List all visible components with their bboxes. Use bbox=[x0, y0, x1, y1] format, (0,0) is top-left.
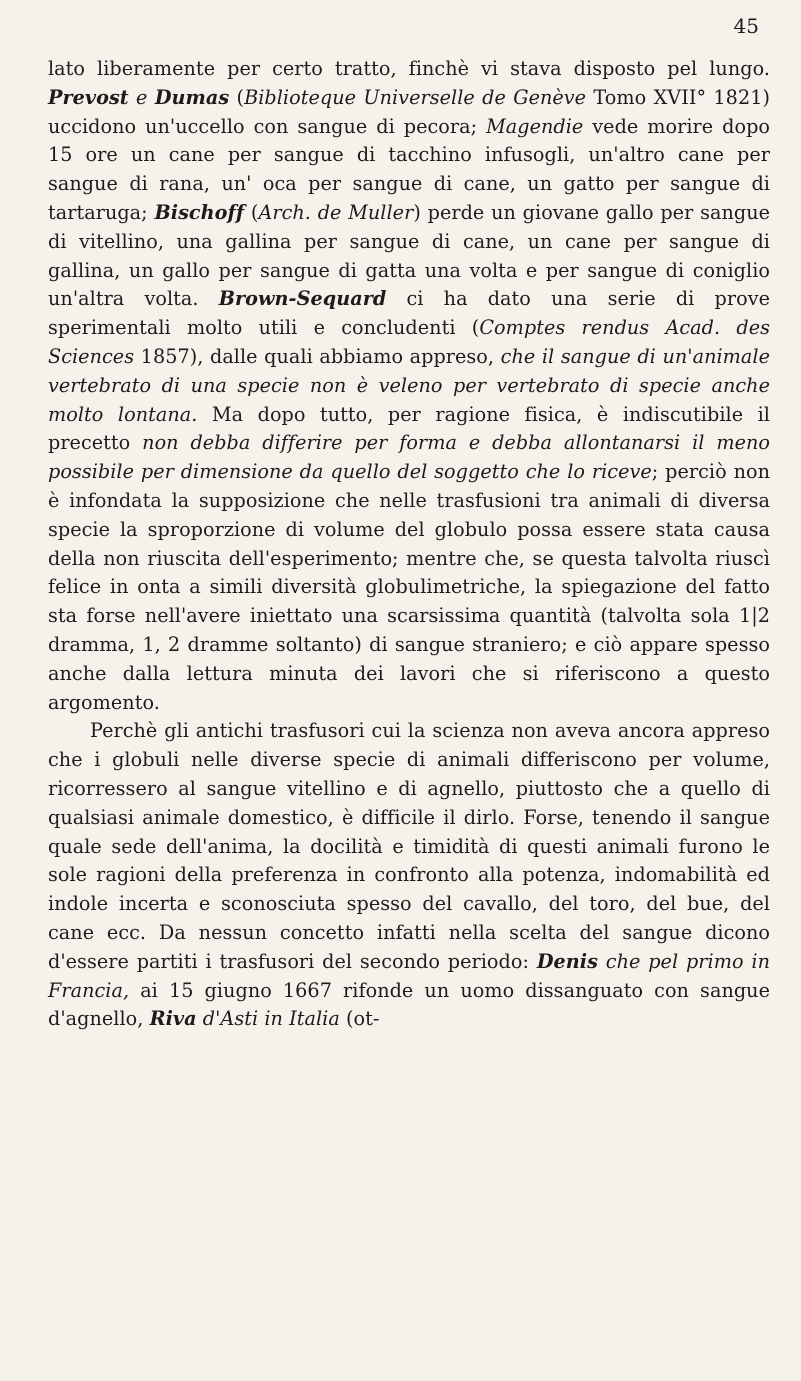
author-name: Brown-Sequard bbox=[218, 287, 387, 311]
text-run: Tomo XVII° 1821) uccidono un'uccello con sangue di pecora; bbox=[48, 85, 770, 138]
page-number: 45 bbox=[733, 14, 759, 38]
text-run: lato liberamente per certo tratto, finchè vi stava disposto pel lungo. bbox=[48, 57, 770, 80]
author-name: Prevost bbox=[48, 85, 129, 109]
text-run: ) perde un giovane gallo per sangue di vitellino, una gallina per sangue di cane, un cane per sangue di gallina, un gallo per sangue di gatta una volta e per sangue di coniglio un'altra volta. bbox=[48, 200, 771, 311]
text-run: vede morire dopo 15 ore un cane per sangue di tacchino infusogli, un'altro cane per sangue di rana, un' oca per sangue di cane, un gatto per sangue di tartaruga; bbox=[48, 114, 771, 224]
author-name: Dumas bbox=[154, 85, 230, 109]
italic-text: e bbox=[128, 85, 155, 109]
text-run: ci ha dato una serie di prove sperimentali molto utili e concludenti ( bbox=[48, 287, 770, 340]
paragraph bbox=[48, 55, 770, 717]
italic-text: Comptes rendus Acad. des Sciences bbox=[48, 316, 770, 368]
text-run: ( bbox=[244, 200, 259, 224]
italic-text: d'Asti in Italia bbox=[202, 1007, 340, 1031]
italic-text: Arch. de Muller bbox=[258, 200, 414, 224]
body-text bbox=[48, 55, 770, 1034]
text-run: Ma dopo tutto, per ragione fisica, è indiscutibile il precetto bbox=[48, 402, 770, 455]
author-name: Denis bbox=[536, 949, 598, 973]
text-run: (ot- bbox=[339, 1007, 380, 1031]
text-run: ; perciò non è infondata la supposizione che nelle trasfusioni tra animali di diversa specie la sproporzione di volume del globulo possa essere stata causa della non riuscita dell'esperimento; mentre che, se questa talvolta riuscì felice in onta a simili diversità globulimetriche, la spiegazione del fatto sta forse nell'avere iniettato una scarsissima quantità (talvolta sola 1|2 dramma, 1, 2 dramme soltanto) di sangue straniero; e ciò appare spesso anche dalla lettura minuta dei lavori che si riferiscono a questo argomento. bbox=[48, 460, 771, 714]
text-run: ai 15 giugno 1667 rifonde un uomo dissanguato con sangue d'agnello, bbox=[48, 978, 770, 1031]
paragraph bbox=[48, 717, 770, 1034]
italic-text: che il sangue di un'animale vertebrato di una specie non è veleno per vertebrato di specie anche molto lontana. bbox=[48, 344, 770, 426]
text-run: ( bbox=[229, 85, 245, 109]
author-name: Bischoff bbox=[154, 200, 245, 224]
italic-text: non debba differire per forma e debba allontanarsi il meno possibile per dimensione da quello del soggetto che lo riceve bbox=[48, 431, 770, 484]
text-run: Perchè gli antichi trasfusori cui la scienza non aveva ancora appreso che i globuli nelle diverse specie di animali differiscono per volume, ricorressero al sangue vitellino e di agnello, piuttosto che a quello di qualsiasi animale domestico, è difficile il dirlo. Forse, tenendo il sangue quale sede dell'anima, la docilità e timidità di questi animali furono le sole ragioni della preferenza in confronto alla potenza, indomabilità ed indole incerta e sconosciuta spesso del cavallo, del toro, del bue, del cane ecc. Da nessun concetto infatti nella scelta del sangue dicono d'essere partiti i trasfusori del secondo periodo: bbox=[48, 719, 770, 973]
author-name: Riva bbox=[149, 1007, 197, 1031]
italic-text: Magendie bbox=[486, 114, 584, 138]
text-run bbox=[598, 950, 606, 973]
italic-text: Biblioteque Universelle de Genève bbox=[244, 85, 587, 109]
italic-text: che pel primo in Francia, bbox=[48, 949, 770, 1002]
text-run: 1857), dalle quali abbiamo appreso, bbox=[134, 344, 501, 368]
